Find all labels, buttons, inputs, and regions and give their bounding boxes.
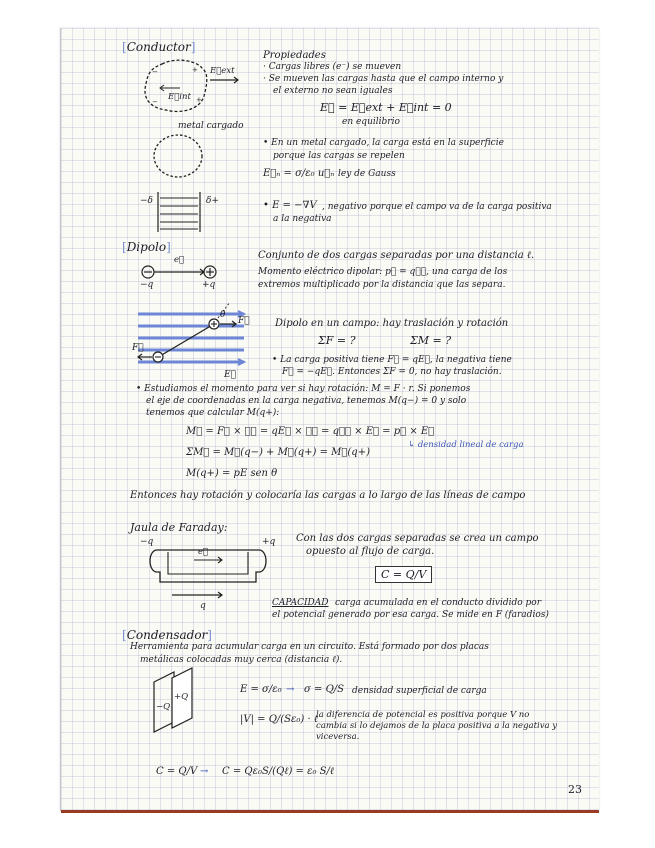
faraday-diagram (138, 536, 276, 596)
section-heading-conductor: [Conductor] (122, 40, 196, 54)
faraday-minus-label: −q (140, 537, 154, 547)
capacity-line: carga acumulada en el conducto dividido por (335, 598, 542, 608)
metal-circle-diagram (150, 132, 210, 182)
capacitor-field-equation: E = σ/ε₀ (240, 684, 282, 695)
dipole-conclusion: Entonces hay rotación y colocaría las cargas a lo largo de las líneas de campo (130, 490, 526, 501)
potential-line: viceversa. (316, 732, 360, 742)
sigma-equation: σ = Q/S (304, 684, 344, 695)
faraday-flow-arrow (168, 590, 228, 600)
condensador-line: metálicas colocadas muy cerca (distancia ℓ). (140, 655, 343, 665)
section-heading-faraday: Jaula de Faraday: (130, 521, 228, 534)
theta-label: θ (220, 310, 226, 320)
capacity-result-equation: C = Qε₀S/(Qℓ) = ε₀ S/ℓ (222, 766, 335, 777)
metal-label: metal cargado (178, 121, 244, 131)
rotation-line: tenemos que calcular M(q+): (146, 408, 280, 418)
moment-line: extremos multiplicado por la distancia que las separa. (258, 280, 506, 290)
plate-plus-label: δ+ (206, 196, 219, 206)
gradient-line: , negativo porque el campo va de la carga positiva (322, 202, 552, 212)
sum-m: ΣM = ? (410, 334, 452, 347)
equation-note: en equilibrio (342, 117, 400, 127)
moment-line: Momento eléctrico dipolar: p⃗ = qℓ⃗, una carga de los (258, 267, 508, 277)
dipole-field-title: Dipolo en un campo: hay traslación y rotación (275, 318, 509, 329)
dipole-plus-label: +q (202, 280, 216, 290)
capacity-line: el potencial generado por esa carga. Se mide en F (faradios) (272, 610, 549, 620)
dipole-definition: Conjunto de dos cargas separadas por una distancia ℓ. (258, 250, 535, 261)
capacity-formula-box: C = Q/V (375, 566, 432, 583)
moment-value-equation: M(q+) = pE sen θ (186, 468, 278, 479)
section-heading-condensador: [Condensador] (122, 628, 212, 642)
label-e-int: E⃗int (168, 92, 191, 102)
plates-diagram (138, 188, 248, 236)
props-line: el externo no sean iguales (273, 86, 393, 96)
faraday-line: Con las dos cargas separadas se crea un campo (296, 533, 539, 544)
condensador-line: Herramienta para acumular carga en un circuito. Está formado por dos placas (130, 642, 489, 652)
sum-f: ΣF = ? (318, 334, 356, 347)
dipole-minus-label: −q (140, 280, 154, 290)
gauss-note: ley de Gauss (338, 169, 396, 179)
rotation-line: el eje de coordenadas en la carga negativa, tenemos M(q−) = 0 y solo (146, 396, 467, 406)
faraday-line: opuesto al flujo de carga. (306, 546, 435, 557)
force-label: F⃗ (132, 343, 144, 353)
capacity-label: CAPACIDAD (272, 598, 329, 608)
field-label: E⃗ (224, 370, 236, 380)
sum-moment-equation: ΣM⃗ = M⃗(q−) + M⃗(q+) = M⃗(q+) (186, 447, 370, 458)
sigma-note: densidad superficial de carga (352, 686, 487, 696)
gradient-equation: • E = −∇V (263, 200, 317, 211)
label-e-ext: E⃗ext (210, 66, 235, 76)
dipole-field-diagram (134, 304, 254, 384)
potential-line: la diferencia de potencial es positiva porque V no (316, 710, 530, 720)
svg-text:−: − (152, 98, 158, 106)
svg-text:+: + (192, 66, 198, 74)
moment-equation-note: ↳ densidad lineal de carga (408, 440, 524, 450)
page-number: 23 (568, 783, 582, 796)
potential-line: cambia si lo dejamos de la placa positiva a la negativa y (316, 721, 558, 731)
potential-equation: |V| = Q/(Sε₀) · ℓ (240, 714, 318, 725)
surface-line: • En un metal cargado, la carga está en la superficie (263, 138, 504, 148)
faraday-e-label: e⃗ (198, 547, 209, 557)
moment-equation: M⃗ = F⃗ × ℓ⃗ = qE⃗ × ℓ⃗ = qℓ⃗ × E⃗ = p⃗ × E⃗ (186, 426, 435, 437)
equation-sum: E⃗ = E⃗ext + E⃗int = 0 (320, 101, 452, 114)
capacity-equation: C = Q/V (156, 766, 198, 777)
force-line: • La carga positiva tiene F⃗ = qE⃗, la negativa tiene (272, 355, 512, 365)
section-heading-dipolo: [Dipolo] (122, 240, 171, 254)
props-line: · Se mueven las cargas hasta que el campo interno y (263, 74, 504, 84)
faraday-q-label: q (200, 601, 206, 611)
surface-line: porque las cargas se repelen (273, 151, 405, 161)
props-line: · Cargas libres (e⁻) se mueven (263, 62, 402, 72)
gradient-line: a la negativa (273, 214, 332, 224)
arrow-icon: → (286, 684, 295, 695)
dipole-e-label: e⃗ (174, 255, 185, 265)
rotation-line: • Estudiamos el momento para ver si hay rotación: M = F · r. Si ponemos (136, 384, 471, 394)
force-label: F⃗ (238, 316, 250, 326)
faraday-plus-label: +q (262, 537, 276, 547)
gauss-equation: E⃗ₙ = σ/ε₀ u⃗ₙ (263, 168, 335, 179)
svg-text:−: − (152, 68, 158, 76)
svg-text:+: + (196, 96, 202, 104)
props-title: Propiedades (263, 50, 326, 61)
force-line: F⃗ = −qE⃗. Entonces ΣF = 0, no hay traslación. (282, 367, 502, 377)
arrow-icon: → (200, 766, 209, 777)
capacitor-minus-label: −Q (156, 702, 171, 712)
capacitor-plus-label: +Q (174, 692, 189, 702)
plate-minus-label: −δ (140, 196, 153, 206)
